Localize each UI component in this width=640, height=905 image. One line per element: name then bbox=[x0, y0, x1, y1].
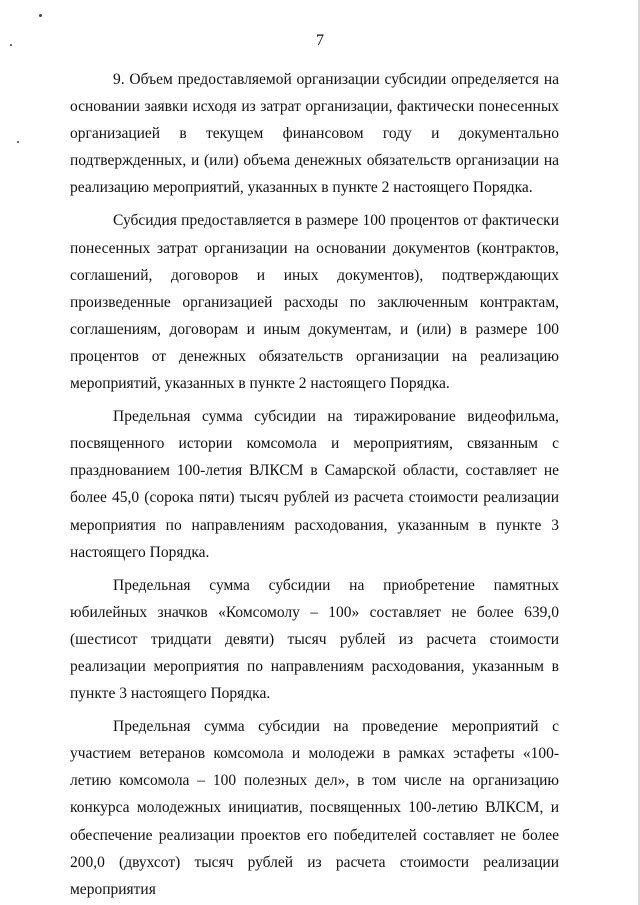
paragraph: 9. Объем предоставляемой организации субсидии определяется на основании заявки исходя из затрат организации, фактически понесенных организацией в текущем финансовом году и документально подтвержденных, и (или) объема денежных обязательств организации на реализацию мероприятий, указанных в пункте 2 настоящего Порядка. bbox=[70, 71, 559, 197]
scan-speck bbox=[17, 141, 19, 143]
page-number: 7 bbox=[316, 32, 324, 49]
scan-speck bbox=[39, 14, 42, 17]
paragraph: Субсидия предоставляется в размере 100 процентов от фактически понесенных затрат организации на основании документов (контрактов, соглашений, договоров и иных документов), подтверждающих произведенные организацией расходы по заключенным контрактам, соглашениям, договорам и иным документам, и (или) в размере 100 процентов от денежных обязательств организации на реализацию мероприятий, указанных в пункте 2 настоящего Порядка. bbox=[70, 212, 559, 393]
paragraph: Предельная сумма субсидии на проведение мероприятий с участием ветеранов комсомола и молодежи в рамках эстафеты «100-летию комсомола – 100 полезных дел», в том числе на организацию конкурса молодежных инициатив, посвященных 100-летию ВЛКСМ, и обеспечение реализации проектов его победителей составляет не более 200,0 (двухсот) тысяч рублей из расчета стоимости реализации мероприятия bbox=[70, 718, 559, 898]
paragraph: Предельная сумма субсидии на приобретение памятных юбилейных значков «Комсомолу – 100» составляет не более 639,0 (шестисот тридцати девяти) тысяч рублей из расчета стоимости реализации мероприятия по направлениям расходования, указанным в пункте 3 настоящего Порядка. bbox=[70, 576, 559, 703]
document-body bbox=[70, 66, 559, 903]
paragraph: Предельная сумма субсидии на тиражирование видеофильма, посвященного истории комсомола и мероприятиям, связанным с празднованием 100-летия ВЛКСМ в Самарской области, составляет не более 45,0 (сорока пяти) тысяч рублей из расчета стоимости реализации мероприятия по направлениям расходования, указанным в пункте 3 настоящего Порядка. bbox=[70, 408, 559, 561]
